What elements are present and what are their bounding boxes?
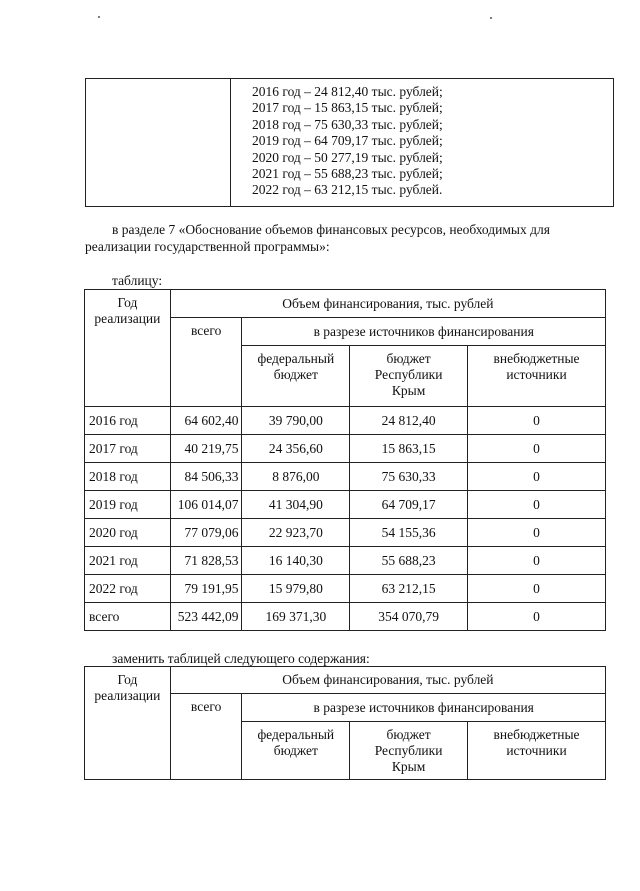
row-total: 71 828,53 (170, 547, 242, 575)
row-year: 2021 год (85, 547, 171, 575)
funding-table-old (84, 289, 606, 631)
scan-speck (490, 17, 492, 19)
funding-year-line: 2018 год – 75 630,33 тыс. рублей; (252, 116, 443, 132)
row-crimea: 354 070,79 (350, 603, 468, 631)
row-federal: 24 356,60 (242, 435, 350, 463)
funding-table-new (84, 666, 606, 780)
row-federal: 169 371,30 (242, 603, 350, 631)
top-table-funding-by-year (231, 79, 614, 207)
row-total: 79 191,95 (170, 575, 242, 603)
header-crimea: бюджет Республики Крым (350, 346, 468, 407)
table-row (85, 519, 606, 547)
row-year: всего (85, 603, 171, 631)
funding-year-line: 2017 год – 15 863,15 тыс. рублей; (252, 100, 443, 116)
header-year: Год реализации (85, 290, 171, 407)
row-year: 2018 год (85, 463, 171, 491)
top-table-empty-cell (86, 79, 231, 207)
row-crimea: 64 709,17 (350, 491, 468, 519)
funding-year-line: 2020 год – 50 277,19 тыс. рублей; (252, 149, 443, 165)
row-year: 2022 год (85, 575, 171, 603)
row-extra: 0 (468, 407, 606, 435)
header-by-source: в разрезе источников финансирования (242, 318, 606, 346)
row-federal: 8 876,00 (242, 463, 350, 491)
row-total: 64 602,40 (170, 407, 242, 435)
row-total: 523 442,09 (170, 603, 242, 631)
row-crimea: 55 688,23 (350, 547, 468, 575)
table-row (85, 603, 606, 631)
header-by-source: в разрезе источников финансирования (242, 694, 606, 722)
row-crimea: 24 812,40 (350, 407, 468, 435)
section-text-line1: в разделе 7 «Обоснование объемов финансовых ресурсов, необходимых для (112, 222, 550, 237)
row-federal: 16 140,30 (242, 547, 350, 575)
row-total: 77 079,06 (170, 519, 242, 547)
row-crimea: 54 155,36 (350, 519, 468, 547)
row-extra: 0 (468, 435, 606, 463)
table-row (85, 575, 606, 603)
header-volume: Объем финансирования, тыс. рублей (170, 290, 605, 318)
row-extra: 0 (468, 603, 606, 631)
table-row (85, 435, 606, 463)
row-total: 106 014,07 (170, 491, 242, 519)
replace-label: заменить таблицей следующего содержания: (112, 651, 370, 666)
header-volume: Объем финансирования, тыс. рублей (170, 667, 605, 694)
header-federal: федеральный бюджет (242, 722, 350, 780)
header-federal: федеральный бюджет (242, 346, 350, 407)
header-crimea: бюджет Республики Крым (350, 722, 468, 780)
row-total: 40 219,75 (170, 435, 242, 463)
scan-speck (98, 16, 100, 18)
row-year: 2016 год (85, 407, 171, 435)
header-total: всего (170, 694, 242, 780)
row-extra: 0 (468, 547, 606, 575)
row-crimea: 75 630,33 (350, 463, 468, 491)
row-federal: 41 304,90 (242, 491, 350, 519)
funding-year-line: 2022 год – 63 212,15 тыс. рублей. (252, 182, 443, 198)
header-total: всего (170, 318, 242, 407)
header-extra: внебюджетные источники (468, 346, 606, 407)
table-row (85, 407, 606, 435)
funding-year-line: 2021 год – 55 688,23 тыс. рублей; (252, 166, 443, 182)
row-year: 2019 год (85, 491, 171, 519)
table-label: таблицу: (112, 273, 163, 288)
section-text-line2: реализации государственной программы»: (85, 239, 330, 254)
row-crimea: 15 863,15 (350, 435, 468, 463)
row-extra: 0 (468, 463, 606, 491)
funding-year-line: 2016 год – 24 812,40 тыс. рублей; (252, 84, 443, 99)
funding-year-line: 2019 год – 64 709,17 тыс. рублей; (252, 133, 443, 149)
row-federal: 15 979,80 (242, 575, 350, 603)
row-federal: 39 790,00 (242, 407, 350, 435)
row-extra: 0 (468, 491, 606, 519)
header-year: Год реализации (85, 667, 171, 780)
row-extra: 0 (468, 575, 606, 603)
row-year: 2017 год (85, 435, 171, 463)
row-extra: 0 (468, 519, 606, 547)
table-row (85, 491, 606, 519)
row-year: 2020 год (85, 519, 171, 547)
table-row (85, 463, 606, 491)
row-federal: 22 923,70 (242, 519, 350, 547)
table-row (85, 547, 606, 575)
row-crimea: 63 212,15 (350, 575, 468, 603)
row-total: 84 506,33 (170, 463, 242, 491)
top-continuation-table (85, 78, 614, 207)
header-extra: внебюджетные источники (468, 722, 606, 780)
